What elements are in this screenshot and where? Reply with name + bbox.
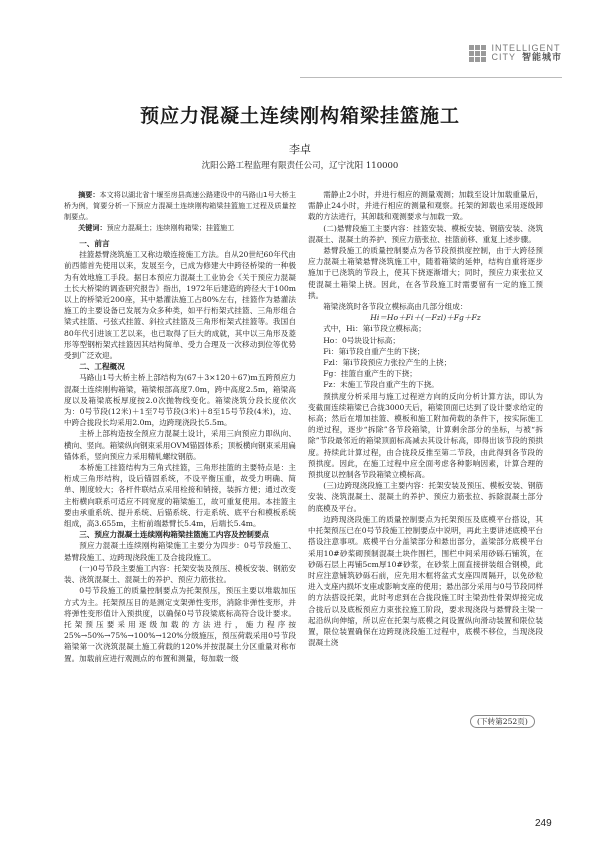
- variable-definition: 式中，Hi：第i节段立模标高；: [323, 324, 426, 334]
- variable-definition: Ho：0号块设计标高；: [323, 335, 400, 345]
- right-column: [308, 189, 543, 648]
- header-rule: [300, 77, 562, 78]
- paragraph: (一)0号节段主要施工内容：托架安装及预压、模板安装、钢筋安装、浇筑混凝土、混凝土的养护、预应力筋张拉。: [64, 563, 296, 585]
- page-number: 249: [535, 818, 552, 829]
- keywords-label: 关键词：: [78, 223, 107, 232]
- paragraph: 箱梁浇筑时各节段立模标高由几部分组成：: [323, 302, 468, 312]
- abstract: [64, 189, 296, 222]
- affiliation: 沈阳公路工程监理有限责任公司，辽宁沈阳 110000: [201, 161, 399, 171]
- author: 李卓: [289, 143, 311, 156]
- formula: Hi＝Ho＋Fi＋(－Fzl)＋Fg＋Fz: [370, 313, 481, 323]
- continued-note: (下转第252页): [470, 715, 535, 728]
- left-column: [64, 189, 296, 664]
- section-heading: 二、工程概况: [79, 362, 125, 372]
- abstract-label: 摘要：: [78, 190, 100, 199]
- article-title: 预应力混凝土连续刚构箱梁挂篮施工: [139, 105, 460, 127]
- variable-definition: Fz：未施工节段自重产生的下挠。: [323, 380, 439, 390]
- journal-header: [469, 44, 562, 62]
- paragraph: 马路山1号大桥主桥上部结构为(67＋3×120＋67)m五跨预应力混凝土连续刚构箱梁，箱梁根部高度7.0m，跨中高度2.5m，箱梁高度以及箱梁底板厚度按2.0次抛物线变化。箱梁浇筑分段长度依次为：0号节段(12米)＋1至7号节段(3米)＋8至15号节段(4米)，边、中跨合拢段长均采用2.0m，边跨现浇段长5.5m。: [64, 373, 296, 428]
- paragraph: 需静止2小时，并进行相应的测量观测；加载至设计加载重量后，需静止24小时，并进行相应的测量和观察。托架的卸载也采用逐级卸载的方法进行，其卸载和观测要求与加载一致。: [308, 190, 543, 222]
- variable-definition: Fi：第i节段自重产生的下挠；: [323, 346, 425, 356]
- paragraph: 主桥上部构造按全预应力混凝土设计，采用三向预应力即纵向、横向、竖向。箱梁纵向钢束采用OVM锚固体系；顶板横向钢束采用扁锚体系，竖向预应力采用精轧螺纹钢筋。: [64, 429, 296, 461]
- journal-logo-icon: [469, 45, 486, 62]
- paragraph: 预拱度分析采用与施工过程逆方向的反向分析计算方法，即认为变截面连续箱梁已合拢3000天后，箱梁顶面已达到了设计要求给定的标高；然后在增加挂篮、模板和施工附加荷载的条件下，按实际施工的逆过程，逐步“拆除”各节段箱梁，计算剩余部分的坐标，与被“拆除”节段最邻近的箱梁顶面标高减去其设计标高，即得出该节段的预拱度。持续此计算过程，由合拢段反推至第二节段，由此得到各节段的预拱度。因此，在施工过程中应全面考虑各种影响因素，计算合理的预拱度以控制各节段箱梁立模标高。: [308, 391, 543, 480]
- paragraph: 挂篮悬臂浇筑施工又称边墩连接施工方法。自从20世纪60年代由前西德首先使用以来，发展至今，已成为修建大中跨径桥梁的一种极为有效地施工手段。据日本预应力混凝土工业协会《关于预应力混凝土长大桥梁的调查研究报告》指出，1972年后建造的跨径大于100m以上的桥梁近200座，其中悬灌法施工占80%左右，挂篮作为悬灌法施工的主要设备已发展为众多种类，如平行桁架式挂篮、三角形组合梁式挂篮、弓弦式挂篮、斜拉式挂篮及三角形桁架式挂篮等。我国自80年代引进该工艺以来，也已取得了巨大的成就，其中以三角形及菱形等型钢桁架式挂篮因其结构简单、受力合理及一次移动到位等优势受到广泛欢迎。: [64, 250, 296, 361]
- paragraph: 本桥施工挂篮结构为三角式挂篮，三角形挂篮的主要特点是：主桁成三角形结构，设后锚固系统，不设平衡压重，故受力明确、简单、刚度较大；各杆件联结点采用栓接和销接，装拆方便；通过改变主桁横向联系可适应不同宽度的箱梁施工，故可重复使用。本挂篮主要由承重系统、提升系统、后锚系统、行走系统、底平台和模板系统组成，高3.655m，主桁前端悬臂长5.4m，后端长5.4m。: [64, 463, 296, 529]
- paragraph: 边跨现浇段施工的质量控制要点为托架预压及底模平台搭设，其中托架预压已在0号节段施工控制要点中说明，再此主要讲述底模平台搭设注意事项。底模平台分盖梁部分和悬出部分，盖梁部分底模平台采用10#砂桨砌预制混凝土块作围栏，围栏中间采用砂砾石铺筑，在砂砾石层上再铺5cm厚10#砂浆，在砂浆上面直接拼装组合钢模，此时应注意铺筑砂砾石前，应先用木框将盆式支座四周隔开，以免砂粒进入支座内损坏支座或影响支座的使用；悬出部分采用与0号节段同样的方法搭设托架，此时考虑到在合拢段施工时主梁劲性骨架焊接完成合拢后以及底板预应力束张拉施工阶段，要求现浇段与悬臂段主梁一起沿纵向伸缩，所以应在托架与底模之间设置纵向滑动装置和限位装置，限位装置确保在边跨现浇段施工过程中，底模不移位，当现浇段混凝土浇: [308, 514, 543, 648]
- paragraph: 0号节段施工的质量控制要点为托架预压，预压主要以堆载加压方式为主。托架预压目的是测定支架弹性变形，消除非弹性变形，并将弹性变形值计入预拱度，以确保0号节段梁底标高符合设计要求。托架预压要采用逐级加载的方法进行，施力程序按25%→50%→75%→100%→120%分级施压，预压荷载采用0号节段箱梁第一次浇筑混凝土施工荷载的120%并按混凝土分区重量对称布置。加载前应进行观测点的布置和测量，每加载一级: [64, 586, 296, 663]
- journal-name-cn: 智能城市: [521, 52, 562, 62]
- paragraph: 悬臂段施工的质量控制要点为各节段预拱度控制，由于大跨径预应力混凝土箱梁悬臂浇筑施工中，随着箱梁的延伸，结构自重将逐步施加于已浇筑的节段上，使其下挠逐渐增大；同时，预应力束张拉又使混凝土箱梁上挠。因此，在各节段施工时需要留有一定的施工预拱。: [308, 246, 543, 300]
- variable-definition: Fg：挂篮自重产生的下挠；: [323, 369, 417, 379]
- journal-name-en-2: CITY: [491, 52, 516, 62]
- variable-definition: Fzl：第i节段预应力张拉产生的上挠；: [323, 358, 452, 368]
- paragraph: (三)边跨现浇段施工主要内容：托架安装及预压、模板安装、钢筋安装、浇筑混凝土、混凝土的养护、预应力筋张拉、拆除混凝土部分的底模及平台。: [308, 481, 543, 513]
- keywords-text: 预应力混凝土；连续刚构箱梁；挂篮施工: [106, 223, 235, 232]
- abstract-text: 本文将以湖北省十堰至房县高速公路建设中的马路山1号大桥主桥为例，简要分析一下预应力混凝土连续刚构箱梁挂篮施工过程及质量控制要点。: [64, 190, 297, 221]
- journal-name-en-1: INTELLIGENT: [491, 43, 561, 53]
- keywords: [64, 222, 296, 233]
- section-heading: 三、预应力混凝土连续刚构箱梁挂篮施工内容及控制要点: [79, 530, 270, 540]
- section-heading: 一、前言: [79, 239, 110, 248]
- paragraph: (二)悬臂段施工主要内容：挂篮安装、模板安装、钢筋安装、浇筑混凝土、混凝土的养护、预应力筋张拉、挂篮前移、重复上述步骤。: [308, 223, 543, 244]
- paragraph: 预应力混凝土连续刚构箱梁施工主要分为四步：0号节段施工、悬臂段施工、边跨现浇段施工及合拢段施工。: [64, 541, 296, 562]
